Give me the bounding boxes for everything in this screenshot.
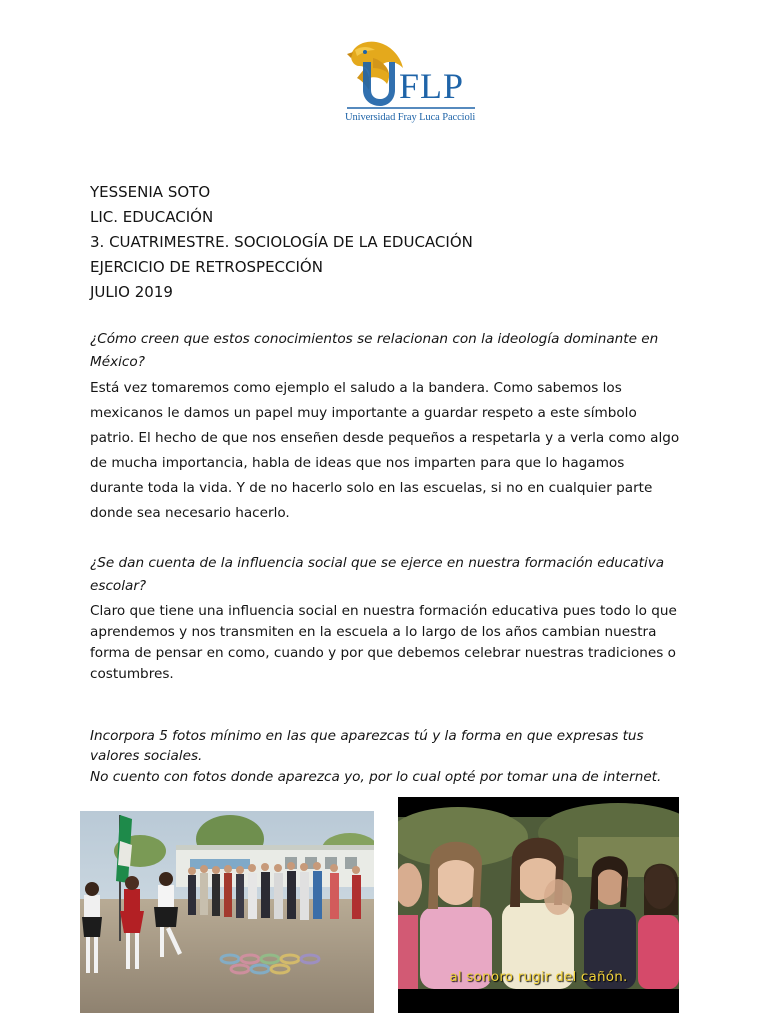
document-header (90, 180, 473, 305)
video-subtitle: al sonoro rugir del cañón. (449, 969, 628, 985)
question-2: ¿Se dan cuenta de la influencia social que se ejerce en nuestra formación educativa escolar? (90, 555, 665, 594)
logo-wordmark: FLP (399, 66, 465, 106)
document-date: JULIO 2019 (90, 283, 173, 301)
answer-2: Claro que tiene una influencia social en nuestra formación educativa pues todo lo que aprendemos y nos transmiten en la escuela a lo largo de los años cambian nuestra forma de pensar en como, cuando y por que debemos celebrar nuestras tradiciones o costumbres. (90, 603, 677, 682)
university-name: Universidad Fray Luca Paccioli (345, 112, 476, 123)
question-1: ¿Cómo creen que estos conocimientos se relacionan con la ideología dominante en México? (90, 331, 659, 370)
photo-instruction: Incorpora 5 fotos mínimo en las que aparezcas tú y la forma en que expresas tus valores sociales. (90, 728, 644, 764)
flag-ceremony-photo (80, 811, 374, 1013)
university-logo (343, 38, 478, 128)
children-singing-photo (398, 797, 679, 1013)
answer-1: Está vez tomaremos como ejemplo el saludo a la bandera. Como sabemos los mexicanos le damos un papel muy importante a guardar respeto a este símbolo patrio. El hecho de que nos enseñen desde pequeños a respetarla y a verla como algo de mucha importancia, habla de ideas que nos imparten para que lo hagamos durante toda la vida. Y de no hacerlo solo en las escuelas, si no en cualquier parte donde sea necesario hacerlo. (90, 380, 680, 521)
logo-wordmark-letter: U (343, 38, 344, 39)
course-name: 3. CUATRIMESTRE. SOCIOLOGÍA DE LA EDUCACIÓN (90, 233, 473, 251)
photo-note: No cuento con fotos donde aparezca yo, por lo cual opté por tomar una de internet. (90, 769, 662, 785)
program-name: LIC. EDUCACIÓN (90, 208, 214, 226)
school-flag-ceremony-photo-icon (80, 811, 374, 1013)
student-name: YESSENIA SOTO (90, 183, 211, 201)
eagle-logo-icon (343, 38, 478, 110)
assignment-title: EJERCICIO DE RETROSPECCIÓN (90, 258, 323, 276)
